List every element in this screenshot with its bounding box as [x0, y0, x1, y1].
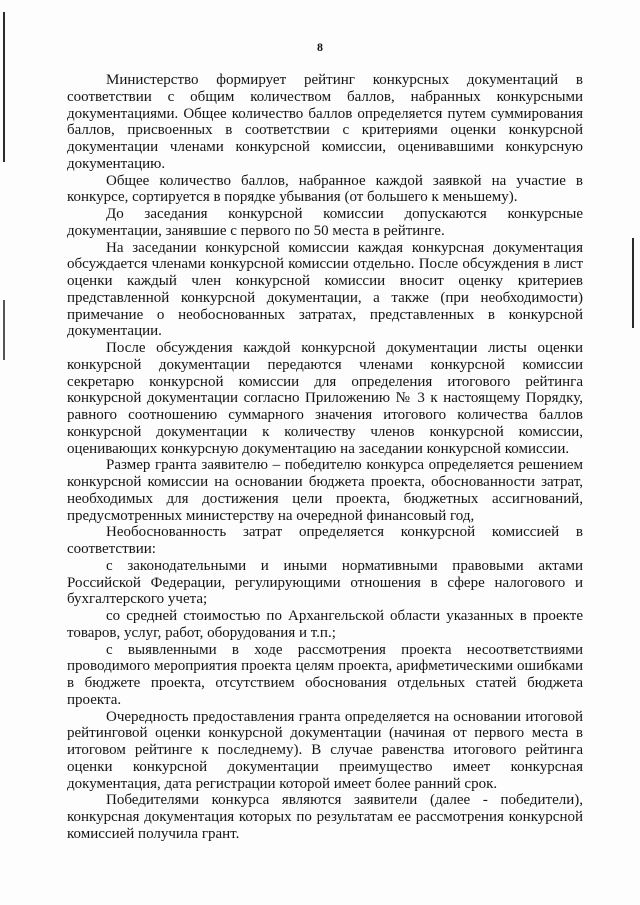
page-number: 8 [317, 40, 323, 54]
paragraph-admission: До заседания конкурсной комиссии допускаются конкурсные документации, занявшие с первого по 50 места в рейтинге. [67, 206, 583, 239]
paragraph-final-rating: После обсуждения каждой конкурсной документации листы оценки конкурсной документации передаются членами конкурсной комиссии секретарю конкурсной комиссии для определения итогового рейтинга конкурсной документации согласно Приложению № 3 к настоящему Порядку, равного соотношению суммарного значения итогового количества баллов конкурсной документации к количеству членов конкурсной комиссии, оценивающих конкурсную документацию на заседании конкурсной комиссии. [67, 340, 583, 457]
paragraph-winners: Победителями конкурса являются заявители (далее - победители), конкурсная документация которых по результатам ее рассмотрения конкурсной комиссией получила грант. [67, 792, 583, 842]
paragraph-grant-order: Очередность предоставления гранта определяется на основании итоговой рейтинговой оценки конкурсной документации (начиная от первого места в итоговом рейтинге к последнему). В случае равенства итогового рейтинга оценки конкурсной документации преимущество имеет конкурсная документация, дата регистрации которой имеет более ранний срок. [67, 708, 583, 792]
paragraph-rating-formation: Министерство формирует рейтинг конкурсных документаций в соответствии с общим количеством баллов, набранных конкурсными документациями. Общее количество баллов определяется путем суммирования баллов, присвоенных в соответствии с критериями оценки конкурсной документации членами конкурсной комиссии, оценивавшими конкурсную документацию. [67, 72, 583, 172]
paragraph-grant-size: Размер гранта заявителю – победителю конкурса определяется решением конкурсной комиссии на основании бюджета проекта, обоснованности затрат, необходимых для достижения цели проекта, бюджетных ассигнований, предусмотренных министерству на очередной финансовый год, [67, 457, 583, 524]
scan-edge-mark [3, 300, 5, 360]
scan-edge-mark [632, 238, 634, 328]
scan-edge-mark [3, 12, 5, 162]
list-item-legislation: с законодательными и иными нормативными правовыми актами Российской Федерации, регулирующими отношения в сфере налогового и бухгалтерского учета; [67, 557, 583, 608]
paragraph-meeting-discussion: На заседании конкурсной комиссии каждая конкурсная документация обсуждается членами конкурсной комиссии отдельно. После обсуждения в лист оценки каждый член конкурсной комиссии вносит оценку критериев представленной конкурсной документации, а также (при необходимости) примечание о необоснованных затратах, представленных в конкурсной документации. [67, 239, 583, 340]
paragraph-unjustified-costs: Необоснованность затрат определяется конкурсной комиссией в соответствии: [67, 524, 583, 557]
list-item-inconsistencies: с выявленными в ходе рассмотрения проекта несоответствиями проводимого мероприятия проекта целям проекта, арифметическими ошибками в бюджете проекта, отсутствием обоснования отдельных статей бюджета проекта. [67, 641, 583, 708]
paragraph-score-sorting: Общее количество баллов, набранное каждой заявкой на участие в конкурсе, сортируется в порядке убывания (от большего к меньшему). [67, 172, 583, 206]
body-text [67, 72, 583, 843]
list-item-average-cost: со средней стоимостью по Архангельской области указанных в проекте товаров, услуг, работ, оборудования и т.п.; [67, 608, 583, 641]
